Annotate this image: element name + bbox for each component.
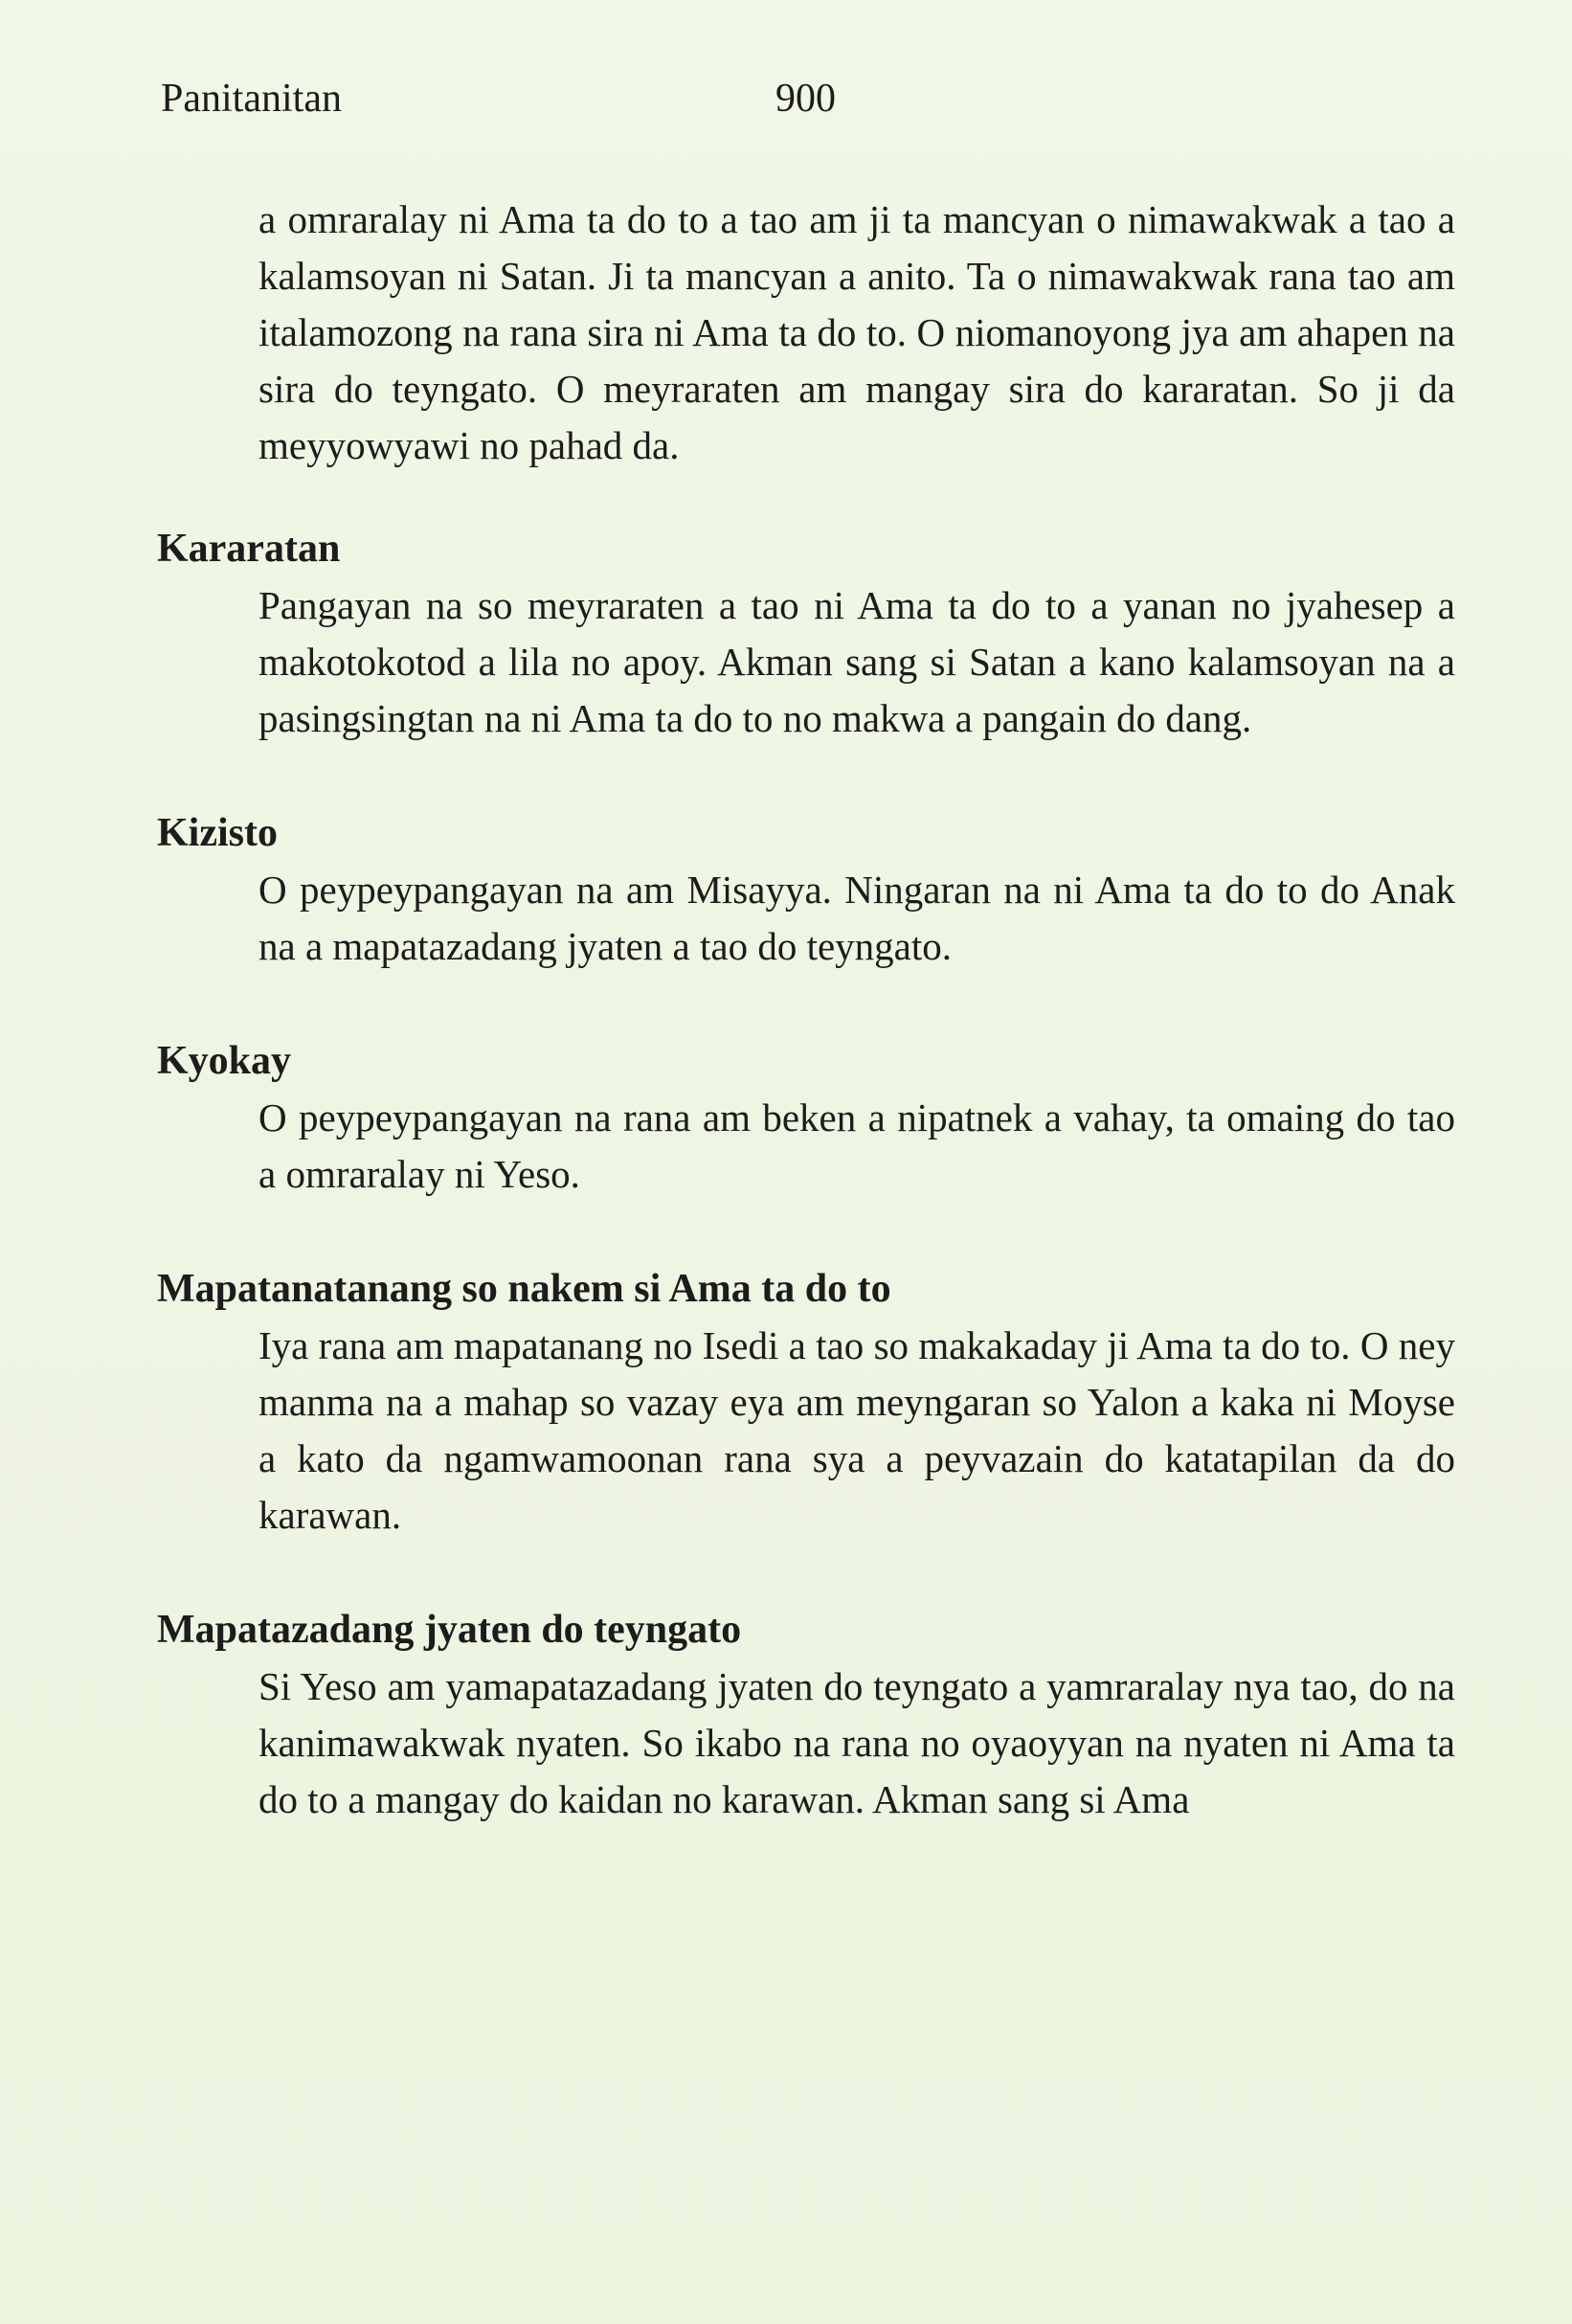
spacer — [157, 474, 1455, 520]
spacer — [157, 1203, 1455, 1260]
entry-title: Kyokay — [157, 1039, 292, 1083]
glossary-content — [157, 192, 1455, 1828]
entry-body: Pangayan na so meyraraten a tao ni Ama ta do to a yanan no jyahesep a makotokotod a lila no apoy. Akman sang si Satan a kano kalamsoyan na a pasingsingtan na ni Ama ta do to no makwa a pangain do dang. — [258, 583, 1455, 740]
spacer — [157, 975, 1455, 1032]
entry-title: Mapatazadang jyaten do teyngato — [157, 1608, 742, 1652]
entry-body: O peypeypangayan na rana am beken a nipatnek a vahay, ta omaing do tao a omraralay ni Yeso. — [258, 1095, 1455, 1196]
entry-title: Mapatanatanang so nakem si Ama ta do to — [157, 1267, 891, 1311]
glossary-entry-mapatazadang — [157, 1601, 1455, 1828]
glossary-entry-kyokay — [157, 1032, 1455, 1203]
spacer — [157, 747, 1455, 804]
glossary-entry-mapatanatanang — [157, 1260, 1455, 1544]
glossary-entry-kizisto — [157, 804, 1455, 975]
page-number: 900 — [775, 77, 836, 121]
entry-title: Kararatan — [157, 527, 341, 571]
entry-body: Iya rana am mapatanang no Isedi a tao so makakaday ji Ama ta do to. O ney manma na a mahap so vazay eya am meyngaran so Yalon a kaka ni Moyse a kato da ngamwamoonan rana sya a peyvazain do katatapilan da do karawan. — [258, 1323, 1455, 1537]
entry-body: O peypeypangayan na am Misayya. Ningaran na ni Ama ta do to do Anak na a mapatazadang jyaten a tao do teyngato. — [258, 868, 1455, 968]
entry-body: Si Yeso am yamapatazadang jyaten do teyngato a yamraralay nya tao, do na kanimawakwak nyaten. So ikabo na rana no oyaoyyan na nyaten ni Ama ta do to a mangay do kaidan no karawan. Akman sang si Ama — [258, 1664, 1455, 1821]
glossary-entry-kararatan — [157, 520, 1455, 747]
page-header — [161, 75, 869, 123]
spacer — [157, 1544, 1455, 1601]
intro-paragraph: a omraralay ni Ama ta do to a tao am ji ta mancyan o nimawakwak a tao a kalamsoyan ni Satan. Ji ta mancyan a anito. Ta o nimawakwak rana tao am italamozong na rana sira ni Ama ta do to. O niomanoyong jya am ahapen na sira do teyngato. O meyraraten am mangay sira do kararatan. So ji da meyyowyawi no pahad da. — [258, 197, 1455, 467]
running-title: Panitanitan — [161, 77, 342, 121]
entry-title: Kizisto — [157, 811, 278, 855]
